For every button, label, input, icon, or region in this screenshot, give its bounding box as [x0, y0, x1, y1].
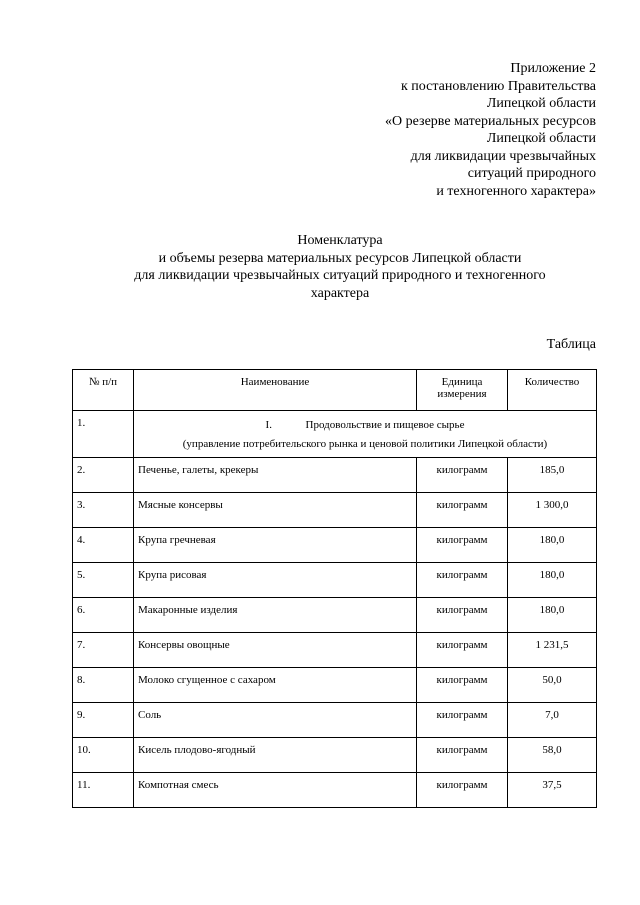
table-row: [73, 493, 597, 528]
appendix-line: Приложение 2: [510, 61, 596, 76]
row-name: Консервы овощные: [134, 633, 417, 668]
row-num: 11.: [73, 773, 134, 808]
row-num: 7.: [73, 633, 134, 668]
row-qty: 180,0: [508, 528, 597, 563]
row-name: Кисель плодово-ягодный: [134, 738, 417, 773]
table-row: [73, 703, 597, 738]
appendix-line: для ликвидации чрезвычайных: [410, 148, 596, 164]
row-unit: килограмм: [417, 458, 508, 493]
row-unit: килограмм: [417, 493, 508, 528]
appendix-line: ситуаций природного: [467, 166, 596, 181]
table-row: [73, 668, 597, 703]
row-num: 4.: [73, 528, 134, 563]
title-line: Номенклатура: [297, 233, 383, 248]
row-name: Мясные консервы: [134, 493, 417, 528]
row-qty: 180,0: [508, 563, 597, 598]
table-row: [73, 563, 597, 598]
header-qty: Количество: [508, 370, 597, 411]
row-qty: 37,5: [508, 773, 597, 808]
row-qty: 7,0: [508, 703, 597, 738]
table-row: [73, 528, 597, 563]
appendix-header: [385, 60, 596, 200]
row-qty: 185,0: [508, 458, 597, 493]
section-roman: I.: [265, 419, 272, 431]
row-num: 8.: [73, 668, 134, 703]
row-unit: килограмм: [417, 703, 508, 738]
row-unit: килограмм: [417, 668, 508, 703]
document-title: [100, 232, 580, 302]
table-row: [73, 773, 597, 808]
row-unit: килограмм: [417, 773, 508, 808]
row-qty: 1 300,0: [508, 493, 597, 528]
section-row: [73, 411, 597, 458]
appendix-line: к постановлению Правительства: [400, 78, 596, 94]
row-num: 3.: [73, 493, 134, 528]
row-qty: 58,0: [508, 738, 597, 773]
row-qty: 1 231,5: [508, 633, 597, 668]
header-unit: Единица измерения: [417, 370, 508, 411]
appendix-line: «О резерве материальных ресурсов: [385, 113, 596, 129]
row-name: Соль: [134, 703, 417, 738]
row-unit: килограмм: [417, 633, 508, 668]
section-header: [134, 411, 597, 458]
row-name: Компотная смесь: [134, 773, 417, 808]
row-num: 2.: [73, 458, 134, 493]
row-unit: килограмм: [417, 738, 508, 773]
row-num: 10.: [73, 738, 134, 773]
resources-table: [72, 369, 597, 808]
header-name: Наименование: [134, 370, 417, 411]
appendix-line: Липецкой области: [486, 96, 596, 111]
section-title-line: [138, 416, 592, 435]
row-name: Макаронные изделия: [134, 598, 417, 633]
table-row: [73, 738, 597, 773]
row-num: 6.: [73, 598, 134, 633]
table-row: [73, 633, 597, 668]
row-qty: 180,0: [508, 598, 597, 633]
table-label: Таблица: [546, 337, 596, 352]
section-title: Продовольствие и пищевое сырье: [305, 419, 465, 431]
row-unit: килограмм: [417, 598, 508, 633]
row-name: Молоко сгущенное с сахаром: [134, 668, 417, 703]
row-name: Крупа гречневая: [134, 528, 417, 563]
row-num: 9.: [73, 703, 134, 738]
appendix-line: Липецкой области: [486, 131, 596, 146]
row-name: Крупа рисовая: [134, 563, 417, 598]
row-name: Печенье, галеты, крекеры: [134, 458, 417, 493]
row-qty: 50,0: [508, 668, 597, 703]
header-num: № п/п: [73, 370, 134, 411]
title-line: характера: [310, 285, 370, 301]
section-subtitle: (управление потребительского рынка и ценовой политики Липецкой области): [182, 438, 548, 450]
row-num: 5.: [73, 563, 134, 598]
table-row: [73, 598, 597, 633]
row-unit: килограмм: [417, 563, 508, 598]
table-row: [73, 458, 597, 493]
section-num: 1.: [73, 411, 134, 458]
row-unit: килограмм: [417, 528, 508, 563]
title-line: для ликвидации чрезвычайных ситуаций природного и техногенного: [134, 268, 546, 283]
title-line: и объемы резерва материальных ресурсов Липецкой области: [158, 250, 522, 266]
appendix-line: и техногенного характера»: [436, 183, 596, 199]
table-header-row: [73, 370, 597, 411]
